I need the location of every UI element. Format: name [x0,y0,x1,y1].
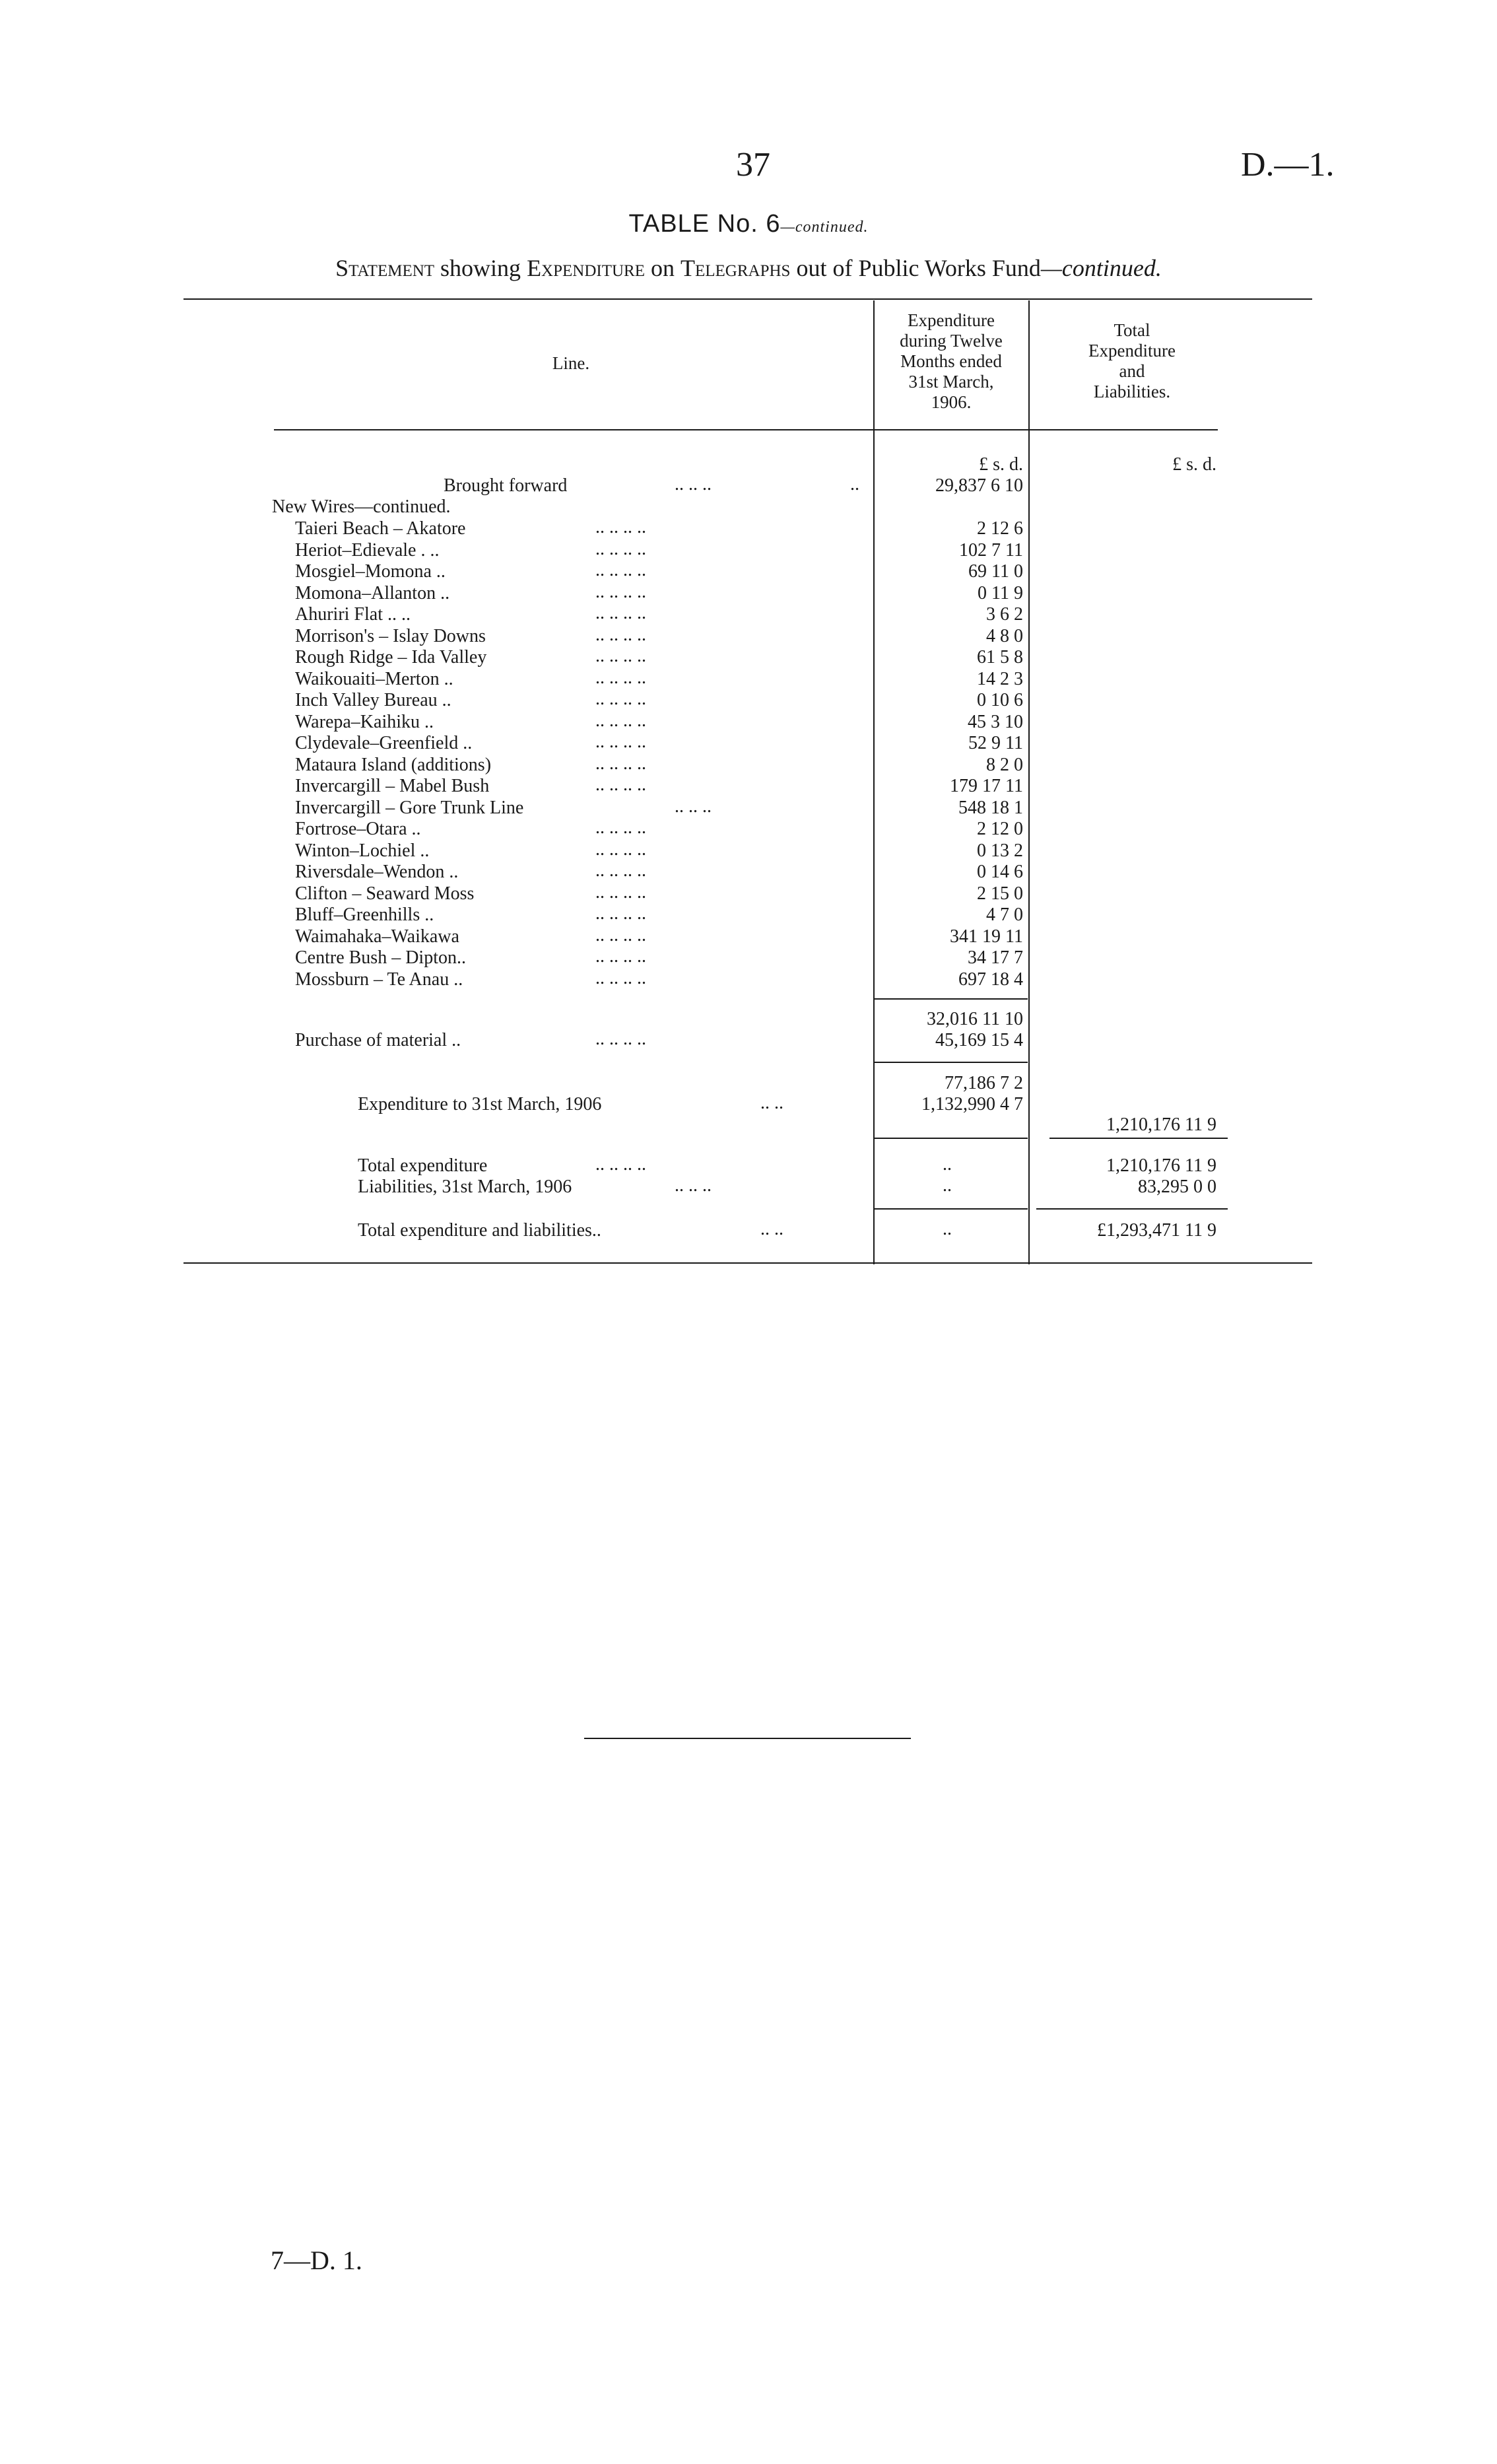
line-item-dots: .. .. .. .. [595,860,646,881]
table-title [0,210,1497,238]
line-item-value: 4 8 0 [986,626,1023,646]
line-item-dots: .. .. .. .. [595,625,646,645]
tot-header-line-1: Total [1114,320,1150,340]
line-item-label: Invercargill – Mabel Bush [295,776,490,796]
tot-header-line-3: and [1119,361,1145,381]
line-item-value: 0 11 9 [978,583,1023,603]
subtotal-1-value: 32,016 11 10 [927,1009,1023,1029]
brought-forward-dots: .. .. .. [675,474,712,495]
grand-total-rule-tot [1036,1208,1228,1210]
line-item-label: Centre Bush – Dipton.. [295,947,466,968]
line-item-value: 14 2 3 [977,669,1023,689]
units-total: £ s. d. [1172,454,1216,475]
line-item-dots: .. .. .. .. [595,582,646,602]
exp-to-march-value: 1,132,990 4 7 [921,1094,1023,1114]
page-number: 37 [736,146,770,184]
line-item-label: Invercargill – Gore Trunk Line [295,798,524,818]
statement-continued: —continued. [1040,255,1162,281]
line-item-value: 0 13 2 [977,840,1023,861]
line-item-dots: .. .. .. .. [595,839,646,860]
line-item-label: Bluff–Greenhills .. [295,905,434,925]
statement-fund: out of Public Works Fund [790,255,1041,281]
line-item-value: 8 2 0 [986,755,1023,775]
line-item-value: 102 7 11 [959,540,1023,561]
purchase-label: Purchase of material .. [295,1030,461,1050]
line-item-value: 697 18 4 [958,969,1023,990]
line-item-value: 52 9 11 [968,733,1023,753]
line-item-dots: .. .. .. .. [595,517,646,537]
exp-to-march-label: Expenditure to 31st March, 1906 [358,1094,602,1114]
column-header-line [462,353,680,374]
line-item-dots: .. .. .. .. [595,903,646,924]
line-item-label: Clifton – Seaward Moss [295,883,475,904]
grand-total-label: Total expenditure and liabilities.. [358,1220,601,1241]
line-item-dots: .. .. .. .. [595,560,646,580]
exp-header-line-3: Months ended [900,351,1002,371]
line-item-label: Riversdale–Wendon .. [295,862,459,882]
tot-header-line-4: Liabilities. [1093,382,1171,401]
section-label [272,496,451,518]
line-item-value: 34 17 7 [968,947,1023,968]
line-item-value: 0 10 6 [977,690,1023,710]
line-item-dots: .. .. .. .. [595,774,646,795]
liabilities-dots: .. .. .. [675,1175,712,1196]
exp-column-left-rule [873,300,875,1264]
statement-word: Statement [335,255,435,281]
exp-header-line-5: 1906. [931,392,972,412]
line-item-value: 341 19 11 [950,926,1023,947]
purchase-value: 45,169 15 4 [935,1030,1023,1050]
line-item-dots: .. .. .. .. [595,732,646,752]
line-item-value: 179 17 11 [950,776,1023,796]
statement-showing: showing [434,255,527,281]
line-item-dots: .. .. .. .. [595,689,646,709]
table-bottom-rule [183,1262,1312,1264]
line-item-value: 4 7 0 [986,905,1023,925]
line-item-value: 548 18 1 [958,798,1023,818]
statement-heading [0,254,1497,282]
line-item-value: 61 5 8 [977,647,1023,667]
column-header-line-text: Line. [552,353,590,373]
line-item-dots: .. .. .. .. [595,667,646,688]
total-line-value: 1,210,176 11 9 [1106,1114,1216,1135]
brought-forward-leader: .. [850,474,859,495]
line-item-label: Mataura Island (additions) [295,755,492,775]
line-item-dots: .. .. .. .. [595,603,646,623]
total-expenditure-dots: .. .. .. .. [595,1154,646,1175]
header-bottom-rule [274,429,1218,430]
table-title-suffix: —continued. [780,219,869,236]
line-item-value: 3 6 2 [986,604,1023,625]
exp-header-line-2: during Twelve [900,331,1003,351]
line-item-dots: .. .. .. .. [595,925,646,945]
tot-header-line-2: Expenditure [1088,341,1176,360]
line-item-dots: .. .. .. .. [595,968,646,988]
line-item-value: 45 3 10 [968,712,1023,732]
column-header-total [1036,320,1228,402]
units-expenditure: £ s. d. [979,454,1023,475]
line-item-value: 0 14 6 [977,862,1023,882]
line-item-label: Mosgiel–Momona .. [295,561,446,582]
brought-forward-value: 29,837 6 10 [935,475,1023,496]
line-item-value: 69 11 0 [968,561,1023,582]
grand-total-rule-exp [875,1208,1028,1210]
line-item-label: Fortrose–Otara .. [295,819,421,839]
line-item-dots: .. .. .. .. [595,753,646,774]
line-item-dots: .. .. .. .. [595,817,646,838]
table-top-rule [183,298,1312,300]
statement-expenditure: Expenditure [527,255,645,281]
purchase-dots: .. .. .. .. [595,1029,646,1049]
liabilities-label: Liabilities, 31st March, 1906 [358,1177,572,1197]
exp-column-right-rule [1028,300,1030,1264]
grand-total-dots: .. .. [760,1219,783,1239]
line-item-label: Waimahaka–Waikawa [295,926,459,947]
document-code: D.—1. [1241,146,1335,184]
exp-header-line-1: Expenditure [908,310,995,330]
line-item-dots: .. .. .. .. [595,539,646,559]
subtotal-1-rule [875,998,1028,1000]
brought-forward-label: Brought forward [444,475,568,496]
line-item-dots: .. .. .. [675,796,712,817]
line-item-label: Rough Ridge – Ida Valley [295,647,487,667]
section-label-text: New Wires—continued. [272,496,451,517]
subtotal-2-value: 77,186 7 2 [945,1073,1023,1093]
subtotal-2-rule [875,1062,1028,1063]
summary-top-rule-tot [1049,1138,1228,1139]
grand-total-mid: .. [943,1219,952,1239]
line-item-label: Winton–Lochiel .. [295,840,430,861]
column-header-expenditure [875,310,1028,413]
line-item-label: Mossburn – Te Anau .. [295,969,463,990]
table-title-main: TABLE No. 6 [628,210,781,238]
line-item-value: 2 15 0 [977,883,1023,904]
exp-to-march-dots: .. .. [760,1093,783,1113]
line-item-label: Heriot–Edievale . .. [295,540,440,561]
line-item-dots: .. .. .. .. [595,710,646,731]
line-item-value: 2 12 0 [977,819,1023,839]
line-item-label: Morrison's – Islay Downs [295,626,486,646]
line-item-label: Waikouaiti–Merton .. [295,669,453,689]
line-item-value: 2 12 6 [977,518,1023,539]
exp-header-line-4: 31st March, [908,372,994,392]
line-item-dots: .. .. .. .. [595,646,646,666]
line-item-dots: .. .. .. .. [595,946,646,967]
end-rule [584,1738,911,1739]
line-item-label: Momona–Allanton .. [295,583,450,603]
line-item-label: Taieri Beach – Akatore [295,518,466,539]
footer-signature: 7—D. 1. [271,2245,362,2275]
liabilities-mid: .. [943,1175,952,1196]
total-expenditure-value: 1,210,176 11 9 [1106,1155,1216,1176]
line-item-label: Clydevale–Greenfield .. [295,733,473,753]
line-item-dots: .. .. .. .. [595,882,646,903]
summary-top-rule-exp [875,1138,1028,1139]
line-item-label: Ahuriri Flat .. .. [295,604,411,625]
total-expenditure-label: Total expenditure [358,1155,488,1176]
grand-total-value: £1,293,471 11 9 [1097,1220,1216,1241]
line-item-label: Inch Valley Bureau .. [295,690,451,710]
total-expenditure-mid: .. [943,1154,952,1175]
statement-telegraphs: Telegraphs [681,255,791,281]
liabilities-value: 83,295 0 0 [1138,1177,1216,1197]
statement-on: on [645,255,681,281]
line-item-label: Warepa–Kaihiku .. [295,712,434,732]
